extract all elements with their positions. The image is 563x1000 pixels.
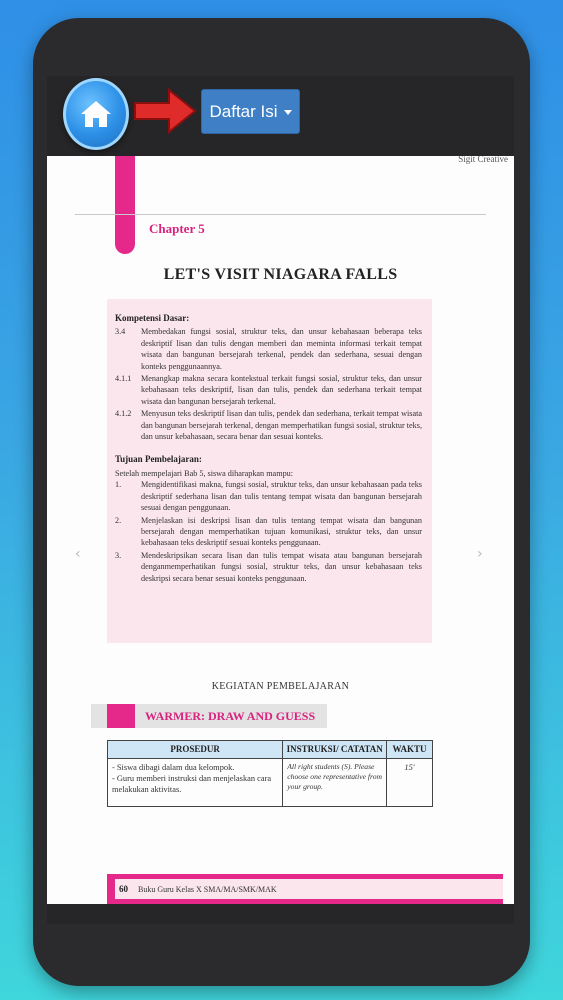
table-header: PROSEDUR bbox=[108, 741, 283, 759]
tujuan-item: 2. Menjelaskan isi deskripsi lisan dan tulis tentang tempat wisata dan bangunan bersejarah dengan memperhatikan tujuan komunikasi, struktur teks, dan unsur kebahasaan teks deskriptif sesuai konteks penggunaan. bbox=[115, 515, 422, 548]
warmer-marker bbox=[107, 704, 135, 728]
table-cell-waktu: 15' bbox=[387, 759, 433, 807]
chapter-tab bbox=[115, 156, 135, 254]
chapter-label: Chapter 5 bbox=[149, 221, 205, 236]
tujuan-intro: Setelah mempelajari Bab 5, siswa diharapkan mampu: bbox=[115, 468, 294, 478]
book-page bbox=[47, 156, 514, 904]
objectives-box bbox=[107, 299, 432, 643]
toc-label: Daftar Isi bbox=[209, 101, 278, 121]
page-footer bbox=[115, 879, 503, 899]
bottom-bar bbox=[47, 904, 514, 924]
kompetensi-item: 4.1.1 Menangkap makna secara kontekstual terkait fungsi sosial, struktur teks, dan unsur kebahasaan teks deskriptif, lisan dan tulis, pendek dan sederhana terkait tempat wisata dan bangunan bersejarah terkenal. bbox=[115, 374, 422, 406]
kompetensi-item: 4.1.2 Menyusun teks deskriptif lisan dan tulis, pendek dan sederhana, terkait tempat wisata dan bangunan bersejarah terkenal, dengan memperhatikan fungsi sosial, struktur teks, dan unsur kebahasaan, secara benar dan sesuai konteks. bbox=[115, 409, 422, 442]
kompetensi-item: 3.4 Membedakan fungsi sosial, struktur teks, dan unsur kebahasaan beberapa teks deskriptif lisan dan tulis dengan memberi dan meminta informasi terkait tempat wisata dan bangunan bersejarah terkenal, pendek dan sederhana, sesuai dengan konteks penggunaannya. bbox=[115, 327, 422, 371]
tujuan-heading: Tujuan Pembelajaran: bbox=[115, 454, 202, 465]
table-row bbox=[108, 759, 433, 807]
kompetensi-heading: Kompetensi Dasar: bbox=[115, 313, 190, 323]
book-title: Buku Guru Kelas X SMA/MA/SMK/MAK bbox=[138, 884, 277, 894]
chevron-right-icon[interactable]: › bbox=[477, 546, 483, 562]
tujuan-item: 1. Mengidentifikasi makna, fungsi sosial, struktur teks, dan unsur kebahasaan pada teks deskriptif sederhana lisan dan tulis tentang tempat wisata dan bangunan bersejarah sesuai dengan penggunaan. bbox=[115, 480, 422, 513]
tujuan-item: 3. Mendeskripsikan secara lisan dan tulis tempat wisata atau bangunan bersejarah denganmemperhatikan fungsi sosial, struktur teks, dan unsur kebahasaan teks deskripsi secara benar sesuai konteks penggunaan. bbox=[115, 550, 422, 583]
table-of-contents-button[interactable] bbox=[201, 89, 300, 134]
chevron-left-icon[interactable]: ‹ bbox=[75, 546, 81, 562]
home-button[interactable] bbox=[63, 78, 129, 150]
page-number: 60 bbox=[119, 884, 128, 894]
home-icon bbox=[80, 99, 112, 129]
procedure-table bbox=[107, 740, 433, 807]
table-header: INSTRUKSI/ CATATAN bbox=[283, 741, 387, 759]
table-cell-prosedur: - Siswa dibagi dalam dua kelompok. - Guru memberi instruksi dan menjelaskan cara melakukan aktivitas. bbox=[108, 759, 283, 807]
chapter-title: LET'S VISIT NIAGARA FALLS bbox=[163, 266, 398, 283]
author-watermark: Sigit Creative bbox=[458, 156, 508, 164]
caret-down-icon bbox=[284, 110, 292, 115]
table-cell-instruksi: All right students (S). Please choose one representative from your group. bbox=[283, 759, 387, 807]
right-arrow-icon bbox=[133, 86, 197, 136]
table-header: WAKTU bbox=[387, 741, 433, 759]
warmer-title: WARMER: DRAW AND GUESS bbox=[145, 709, 316, 723]
section-heading: KEGIATAN PEMBELAJARAN bbox=[211, 681, 350, 692]
header-rule bbox=[75, 214, 486, 215]
